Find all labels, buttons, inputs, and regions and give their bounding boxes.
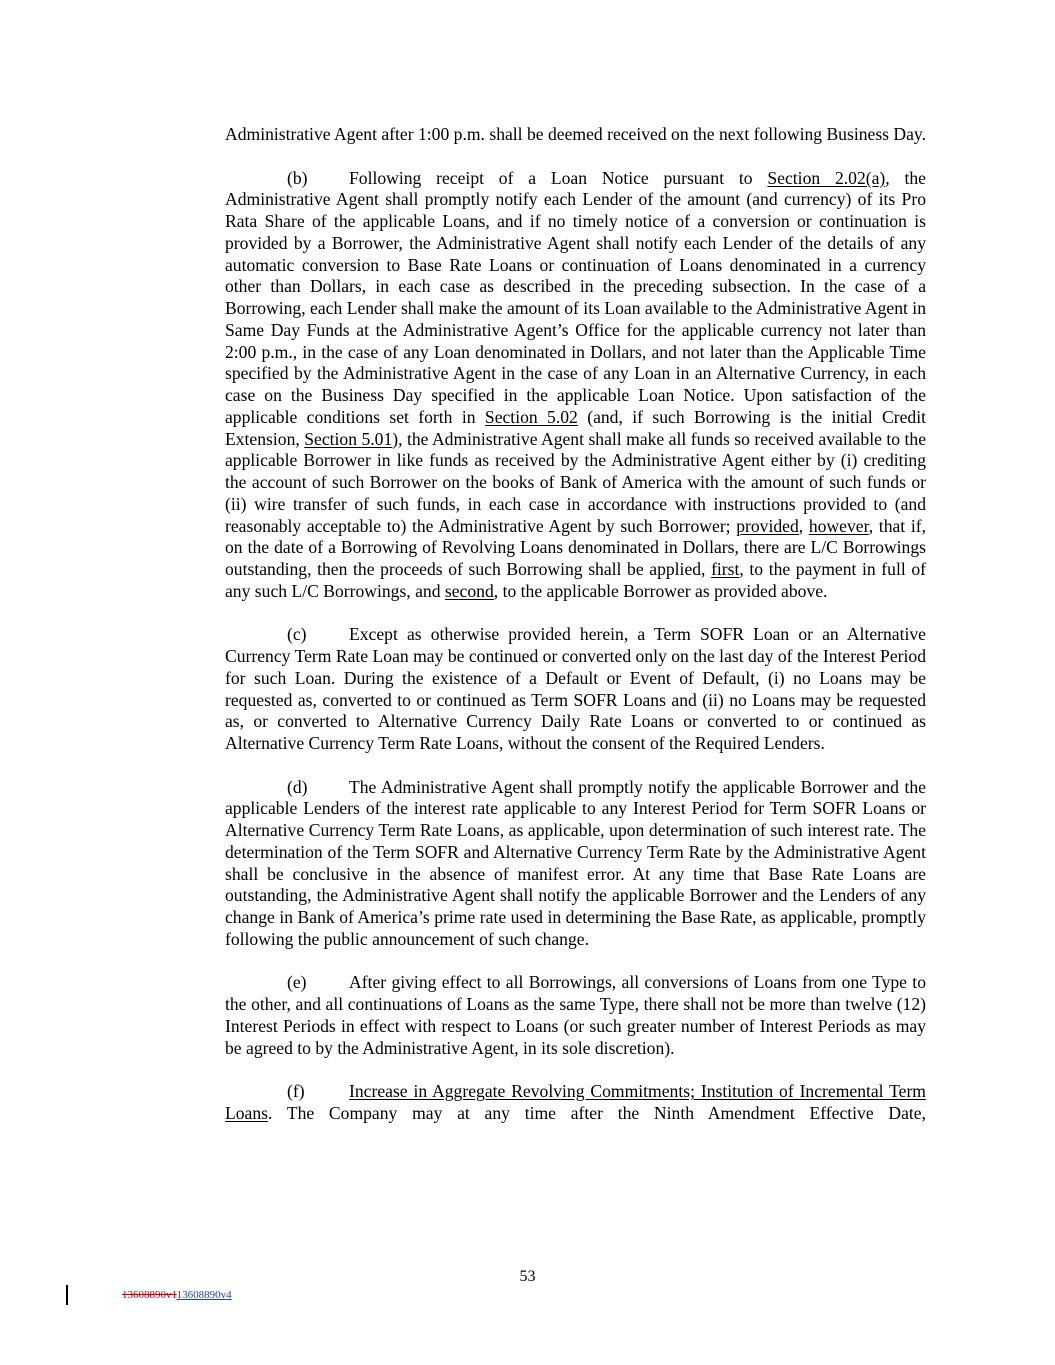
paragraph-e-label: (e) [287, 972, 307, 993]
continuation-paragraph [225, 124, 926, 146]
paragraph-f-text: . The Company may at any time after the Ninth Amendment Effective Date, [268, 1102, 926, 1123]
paragraph-f-label: (f) [287, 1081, 305, 1101]
term-provided: provided [736, 515, 799, 536]
paragraph-b-text-8: , to the applicable Borrower as provided above. [493, 580, 828, 601]
document-id-deleted: 13608890v1 [122, 1289, 177, 1301]
section-ref-2-02a: Section 2.02(a) [767, 167, 886, 188]
term-first: first [711, 559, 740, 579]
paragraph-e-text: After giving effect to all Borrowings, all conversions of Loans from one Type to the other, and all continuations of Loans as the same Type, there shall not be more than twelve (12) Interest Periods in effect with respect to Loans (or such greater number of Interest Periods as may be agreed to by the Administrative Agent, in its sole discretion). [225, 972, 926, 1058]
page-number: 53 [519, 1268, 536, 1285]
paragraph-e [225, 972, 926, 1059]
paragraph-d [225, 777, 926, 951]
body-text [225, 124, 926, 1146]
continuation-text: Administrative Agent after 1:00 p.m. shall be deemed received on the next following Business Day. [225, 124, 926, 144]
document-id-inserted: 13608890v4 [176, 1289, 232, 1301]
paragraph-b-text-5: , [798, 515, 809, 536]
paragraph-c-text: Except as otherwise provided herein, a Term SOFR Loan or an Alternative Currency Term Rate Loan may be continued or converted only on the last day of the Interest Period for such Loan. During the existence of a Default or Event of Default, (i) no Loans may be requested as, converted to or continued as Term SOFR Loans and (ii) no Loans may be requested as, or converted to Alternative Currency Daily Rate Loans or converted to or continued as Alternative Currency Term Rate Loans, without the consent of the Required Lenders. [225, 624, 926, 753]
paragraph-b-text-2: , the Administrative Agent shall promptly notify each Lender of the amount (and currency) of its Pro Rata Share of the applicable Loans, and if no timely notice of a conversion or continuation is provided by a Borrower, the Administrative Agent shall notify each Lender of the details of any automatic conversion to Base Rate Loans or continuation of Loans denominated in a currency other than Dollars, in each case as described in the preceding subsection. In the case of a Borrowing, each Lender shall make the amount of its Loan available to the Administrative Agent in Same Day Funds at the Administrative Agent’s Office for the applicable currency not later than 2:00 p.m., in the case of any Loan denominated in Dollars, and not later than the Applicable Time specified by the Administrative Agent in the case of any Loan in an Alternative Currency, in each case on the Business Day specified in the applicable Loan Notice. Upon satisfaction of the applicable conditions set forth in [225, 167, 926, 427]
paragraph-d-text: The Administrative Agent shall promptly notify the applicable Borrower and the applicable Lenders of the interest rate applicable to any Interest Period for Term SOFR Loans or Alternative Currency Term Rate Loans, as applicable, upon determination of such interest rate. The determination of the Term SOFR and Alternative Currency Term Rate by the Administrative Agent shall be conclusive in the absence of manifest error. At any time that Base Rate Loans are outstanding, the Administrative Agent shall notify the applicable Borrower and the Lenders of any change in Bank of America’s prime rate used in determining the Base Rate, as applicable, promptly following the public announcement of such change. [225, 776, 926, 949]
paragraph-b-text-6: , that if, on the date of a Borrowing of Revolving Loans denominated in Dollars, there are L/C Borrowings outstanding, then the proceeds of such Borrowing shall be applied, [225, 515, 926, 579]
paragraph-b-text-3: (and, if such Borrowing is the initial Credit Extension, [225, 406, 926, 449]
paragraph-f-heading: Increase in Aggregate Revolving Commitments; Institution of Incremental Term Loans [225, 1081, 926, 1123]
paragraph-c [225, 624, 926, 755]
document-id [122, 1289, 232, 1301]
term-however: however [808, 515, 869, 536]
term-second: second [444, 580, 494, 601]
paragraph-b-text-4: ), the Administrative Agent shall make all funds so received available to the applicable Borrower in like funds as received by the Administrative Agent either by (i) crediting the account of such Borrower on the books of Bank of America with the amount of such funds or (ii) wire transfer of such funds, in each case in accordance with instructions provided to (and reasonably acceptable to) the Administrative Agent by such Borrower; [225, 428, 926, 536]
paragraph-b-text-7: , to the payment in full of any such L/C Borrowings, and [225, 559, 926, 601]
section-ref-5-02: Section 5.02 [484, 406, 578, 427]
paragraph-b [225, 168, 926, 603]
paragraph-b-label: (b) [287, 167, 308, 188]
paragraph-d-label: (d) [287, 776, 308, 797]
revision-change-bar [66, 1285, 68, 1305]
paragraph-f [225, 1081, 926, 1125]
paragraph-b-text-1: Following receipt of a Loan Notice pursuant to [349, 167, 768, 188]
section-ref-5-01: Section 5.01 [304, 428, 393, 449]
paragraph-c-label: (c) [287, 624, 307, 645]
